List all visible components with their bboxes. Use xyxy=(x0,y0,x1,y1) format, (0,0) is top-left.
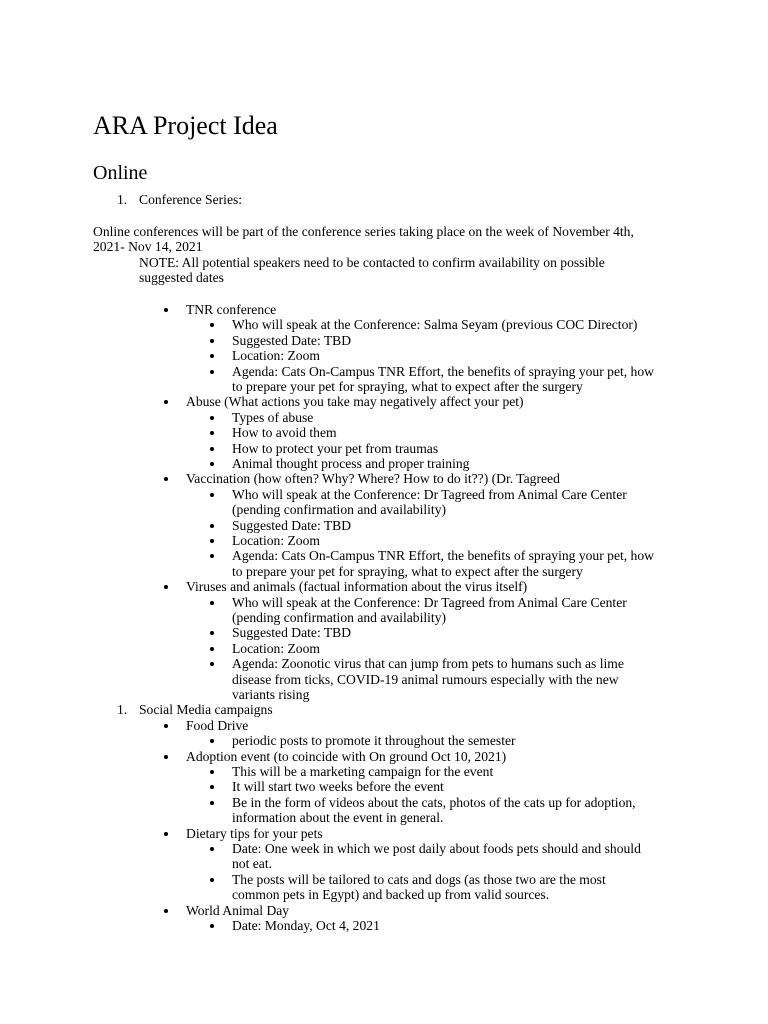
sub-bullet-text: Agenda: Zoonotic virus that can jump from pets to humans such as lime xyxy=(232,656,624,672)
list-number: 1. xyxy=(117,192,128,207)
list-item-label: Conference Series: xyxy=(139,192,243,207)
sub-bullet-text: Animal thought process and proper training xyxy=(232,456,470,471)
bullet-icon xyxy=(164,477,168,481)
bullet-icon xyxy=(210,847,214,851)
sub-bullet-text: The posts will be tailored to cats and dogs (as those two are the most xyxy=(232,871,606,887)
sub-bullet-text: not eat. xyxy=(232,856,273,872)
bullet-icon xyxy=(210,631,214,635)
bullet-icon xyxy=(210,739,214,743)
sub-bullet-text: Be in the form of videos about the cats, photos of the cats up for adoption, xyxy=(232,794,636,810)
sub-bullet-text: Who will speak at the Conference: Dr Tagreed from Animal Care Center xyxy=(232,486,627,502)
bullet-icon xyxy=(164,400,168,404)
sub-bullet-text: How to protect your pet from traumas xyxy=(232,440,439,456)
bullet-icon xyxy=(210,339,214,343)
list-item-label: Social Media campaigns xyxy=(139,702,273,718)
bullet-icon xyxy=(210,601,214,605)
sub-bullet-text: Location: Zoom xyxy=(232,348,320,364)
note-text-line: suggested dates xyxy=(139,270,224,285)
sub-bullet-text: Suggested Date: TBD xyxy=(232,625,352,641)
sub-bullet-text: How to avoid them xyxy=(232,425,337,441)
sub-bullet-text: (pending confirmation and availability) xyxy=(232,610,447,625)
sub-bullet-text: This will be a marketing campaign for the event xyxy=(232,764,494,779)
bullet-icon xyxy=(210,770,214,774)
sub-bullet-text: Who will speak at the Conference: Salma Seyam (previous COC Director) xyxy=(232,317,638,333)
bullet-icon xyxy=(164,724,168,728)
bullet-item-label: Adoption event (to coincide with On ground Oct 10, 2021) xyxy=(186,748,507,764)
bullet-icon xyxy=(210,323,214,327)
bullet-item-label: TNR conference xyxy=(186,302,277,317)
bullet-icon xyxy=(210,370,214,374)
bullet-icon xyxy=(210,924,214,928)
sub-bullet-text: to prepare your pet for spraying, what to expect after the surgery xyxy=(232,379,583,394)
bullet-icon xyxy=(210,462,214,466)
bullet-icon xyxy=(210,539,214,543)
sub-bullet-text: common pets in Egypt) and backed up from valid sources. xyxy=(232,887,550,903)
sub-bullet-text: Date: One week in which we post daily about foods pets should and should xyxy=(232,841,641,856)
bullet-item-label: World Animal Day xyxy=(186,902,290,918)
sub-bullet-text: to prepare your pet for spraying, what to expect after the surgery xyxy=(232,563,583,579)
sub-bullet-text: Agenda: Cats On-Campus TNR Effort, the benefits of spraying your pet, how xyxy=(232,363,654,379)
bullet-icon xyxy=(210,662,214,666)
sub-bullet-text: Agenda: Cats On-Campus TNR Effort, the benefits of spraying your pet, how xyxy=(232,548,654,564)
bullet-icon xyxy=(164,755,168,759)
bullet-icon xyxy=(210,416,214,420)
bullet-icon xyxy=(210,801,214,805)
sub-bullet-text: Location: Zoom xyxy=(232,640,320,656)
bullet-item-label: Food Drive xyxy=(186,717,249,733)
bullet-item-label: Dietary tips for your pets xyxy=(186,825,323,841)
bullet-item-label: Viruses and animals (factual information about the virus itself) xyxy=(186,579,528,595)
sub-bullet-text: Suggested Date: TBD xyxy=(232,332,352,348)
bullet-icon xyxy=(210,554,214,558)
bullet-icon xyxy=(164,832,168,836)
bullet-icon xyxy=(210,493,214,497)
sub-bullet-text: Date: Monday, Oct 4, 2021 xyxy=(232,918,380,933)
sub-bullet-text: Suggested Date: TBD xyxy=(232,517,352,533)
bullet-icon xyxy=(164,585,168,589)
bullet-icon xyxy=(210,447,214,451)
sub-bullet-text: periodic posts to promote it throughout the semester xyxy=(232,733,516,749)
intro-text-line: 2021- Nov 14, 2021 xyxy=(93,239,203,254)
bullet-icon xyxy=(210,878,214,882)
document-title: ARA Project Idea xyxy=(93,111,278,140)
sub-bullet-text: (pending confirmation and availability) xyxy=(232,502,447,518)
section-heading: Online xyxy=(93,162,148,184)
sub-bullet-text: information about the event in general. xyxy=(232,810,444,826)
sub-bullet-text: disease from ticks, COVID-19 animal rumours especially with the new xyxy=(232,671,619,687)
bullet-icon xyxy=(210,524,214,528)
bullet-icon xyxy=(164,909,168,913)
bullet-icon xyxy=(210,354,214,358)
bullet-icon xyxy=(164,308,168,312)
bullet-item-label: Vaccination (how often? Why? Where? How to do it??) (Dr. Tagreed xyxy=(186,471,560,487)
bullet-icon xyxy=(210,647,214,651)
bullet-icon xyxy=(210,785,214,789)
bullet-icon xyxy=(210,431,214,435)
intro-text-line: Online conferences will be part of the conference series taking place on the week of November 4th, xyxy=(93,224,634,239)
sub-bullet-text: Types of abuse xyxy=(232,409,314,425)
note-text-line: NOTE: All potential speakers need to be contacted to confirm availability on possible xyxy=(139,255,605,270)
sub-bullet-text: It will start two weeks before the event xyxy=(232,779,444,795)
sub-bullet-text: Location: Zoom xyxy=(232,533,320,548)
sub-bullet-text: Who will speak at the Conference: Dr Tagreed from Animal Care Center xyxy=(232,594,627,610)
bullet-item-label: Abuse (What actions you take may negatively affect your pet) xyxy=(186,394,524,410)
sub-bullet-text: variants rising xyxy=(232,687,310,702)
list-number: 1. xyxy=(117,702,128,718)
